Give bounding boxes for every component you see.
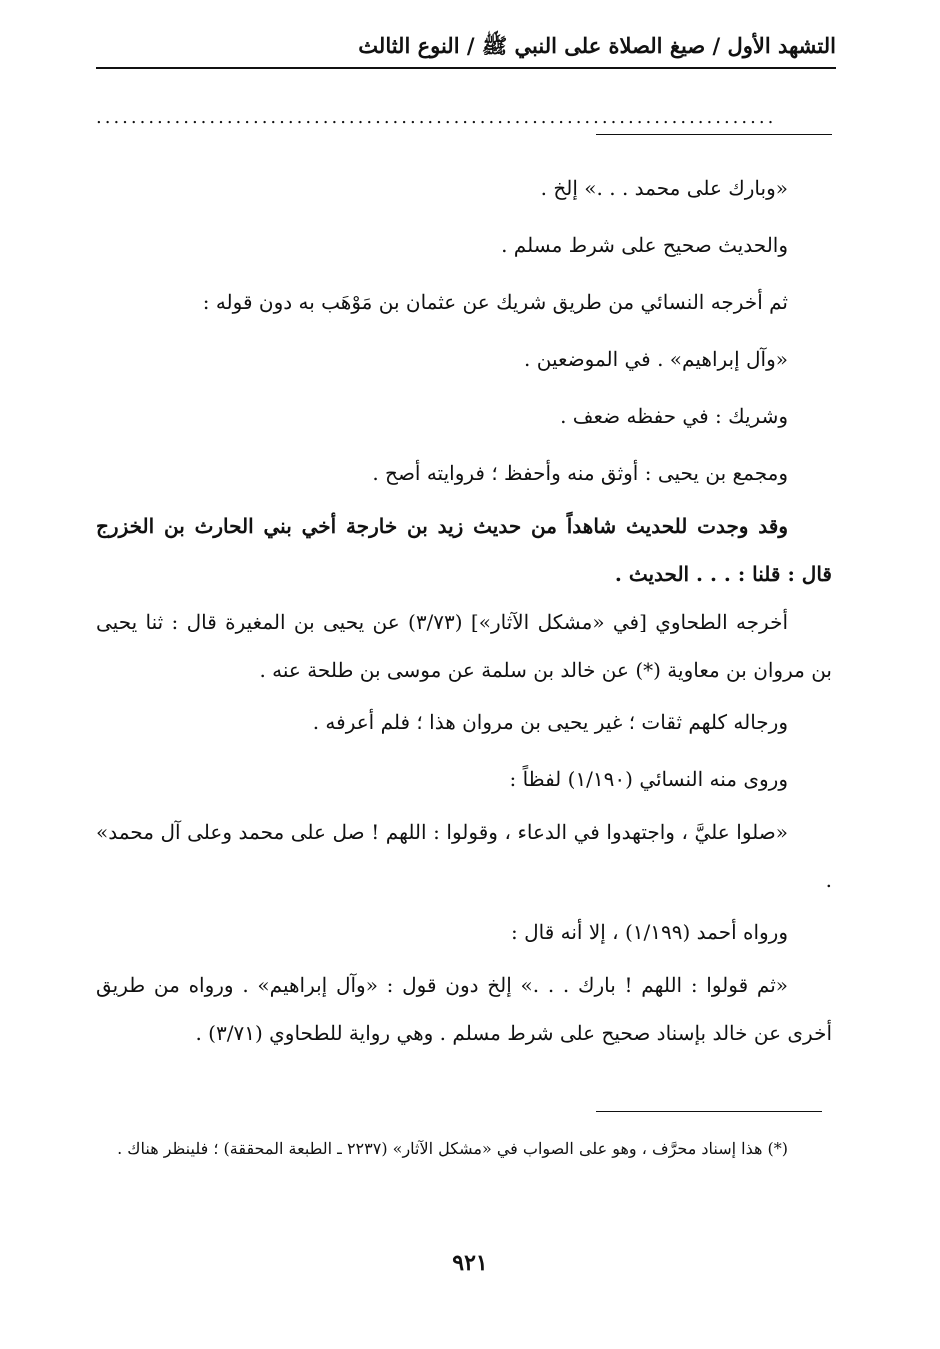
paragraph: «صلوا عليَّ ، واجتهدوا في الدعاء ، وقولوا : اللهم ! صل على محمد وعلى آل محمد» . — [96, 820, 832, 892]
paragraph: «ثم قولوا : اللهم ! بارك . . .» إلخ دون قول : «وآل إبراهيم» . ورواه من طريق أخرى عن خالد بإسناد صحيح على شرط مسلم . وهي رواية للطحاوي (٣/٧١) . — [96, 973, 832, 1045]
paragraph: ثم أخرجه النسائي من طريق شريك عن عثمان بن مَوْهَب به دون قوله : — [202, 290, 788, 314]
paragraph: ورواه أحمد (١/١٩٩) ، إلا أنه قال : — [510, 920, 788, 944]
paragraph: وشريك : في حفظه ضعف . — [560, 404, 788, 428]
main-text — [96, 160, 832, 1057]
header-rule — [96, 67, 836, 69]
paragraph: «وبارك على محمد . . .» إلخ . — [540, 176, 788, 200]
paragraph-bold: وقد وجدت للحديث شاهداً من حديث زيد بن خارجة أخي بني الحارث بن الخزرج قال : قلنا : . . . الحديث . — [96, 514, 832, 586]
page-number: ٩٢١ — [452, 1250, 488, 1276]
dots-rule — [596, 134, 832, 135]
footnote: (*) هذا إسناد محرَّف ، وهو على الصواب في «مشكل الآثار» (٢٢٣٧ ـ الطبعة المحققة) ؛ فلينظر هناك . — [117, 1139, 788, 1158]
paragraph: ومجمع بن يحيى : أوثق منه وأحفظ ؛ فروايته أصح . — [372, 461, 788, 485]
paragraph: ورجاله كلهم ثقات ؛ غير يحيى بن مروان هذا ؛ فلم أعرفه . — [312, 710, 788, 734]
running-header: التشهد الأول / صيغ الصلاة على النبي ﷺ / النوع الثالث — [358, 33, 836, 58]
paragraph: أخرجه الطحاوي [في «مشكل الآثار»] (٣/٧٣) عن يحيى بن المغيرة قال : ثنا يحيى بن مروان بن معاوية (*) عن خالد بن سلمة عن موسى بن طلحة عنه . — [96, 610, 832, 682]
paragraph: «وآل إبراهيم» . في الموضعين . — [524, 347, 788, 371]
paragraph: وروى منه النسائي (١/١٩٠) لفظاً : — [509, 767, 788, 791]
continuation-dots: .............................................................................. — [96, 107, 777, 128]
paragraph: والحديث صحيح على شرط مسلم . — [501, 233, 788, 257]
footnote-rule — [596, 1111, 822, 1112]
